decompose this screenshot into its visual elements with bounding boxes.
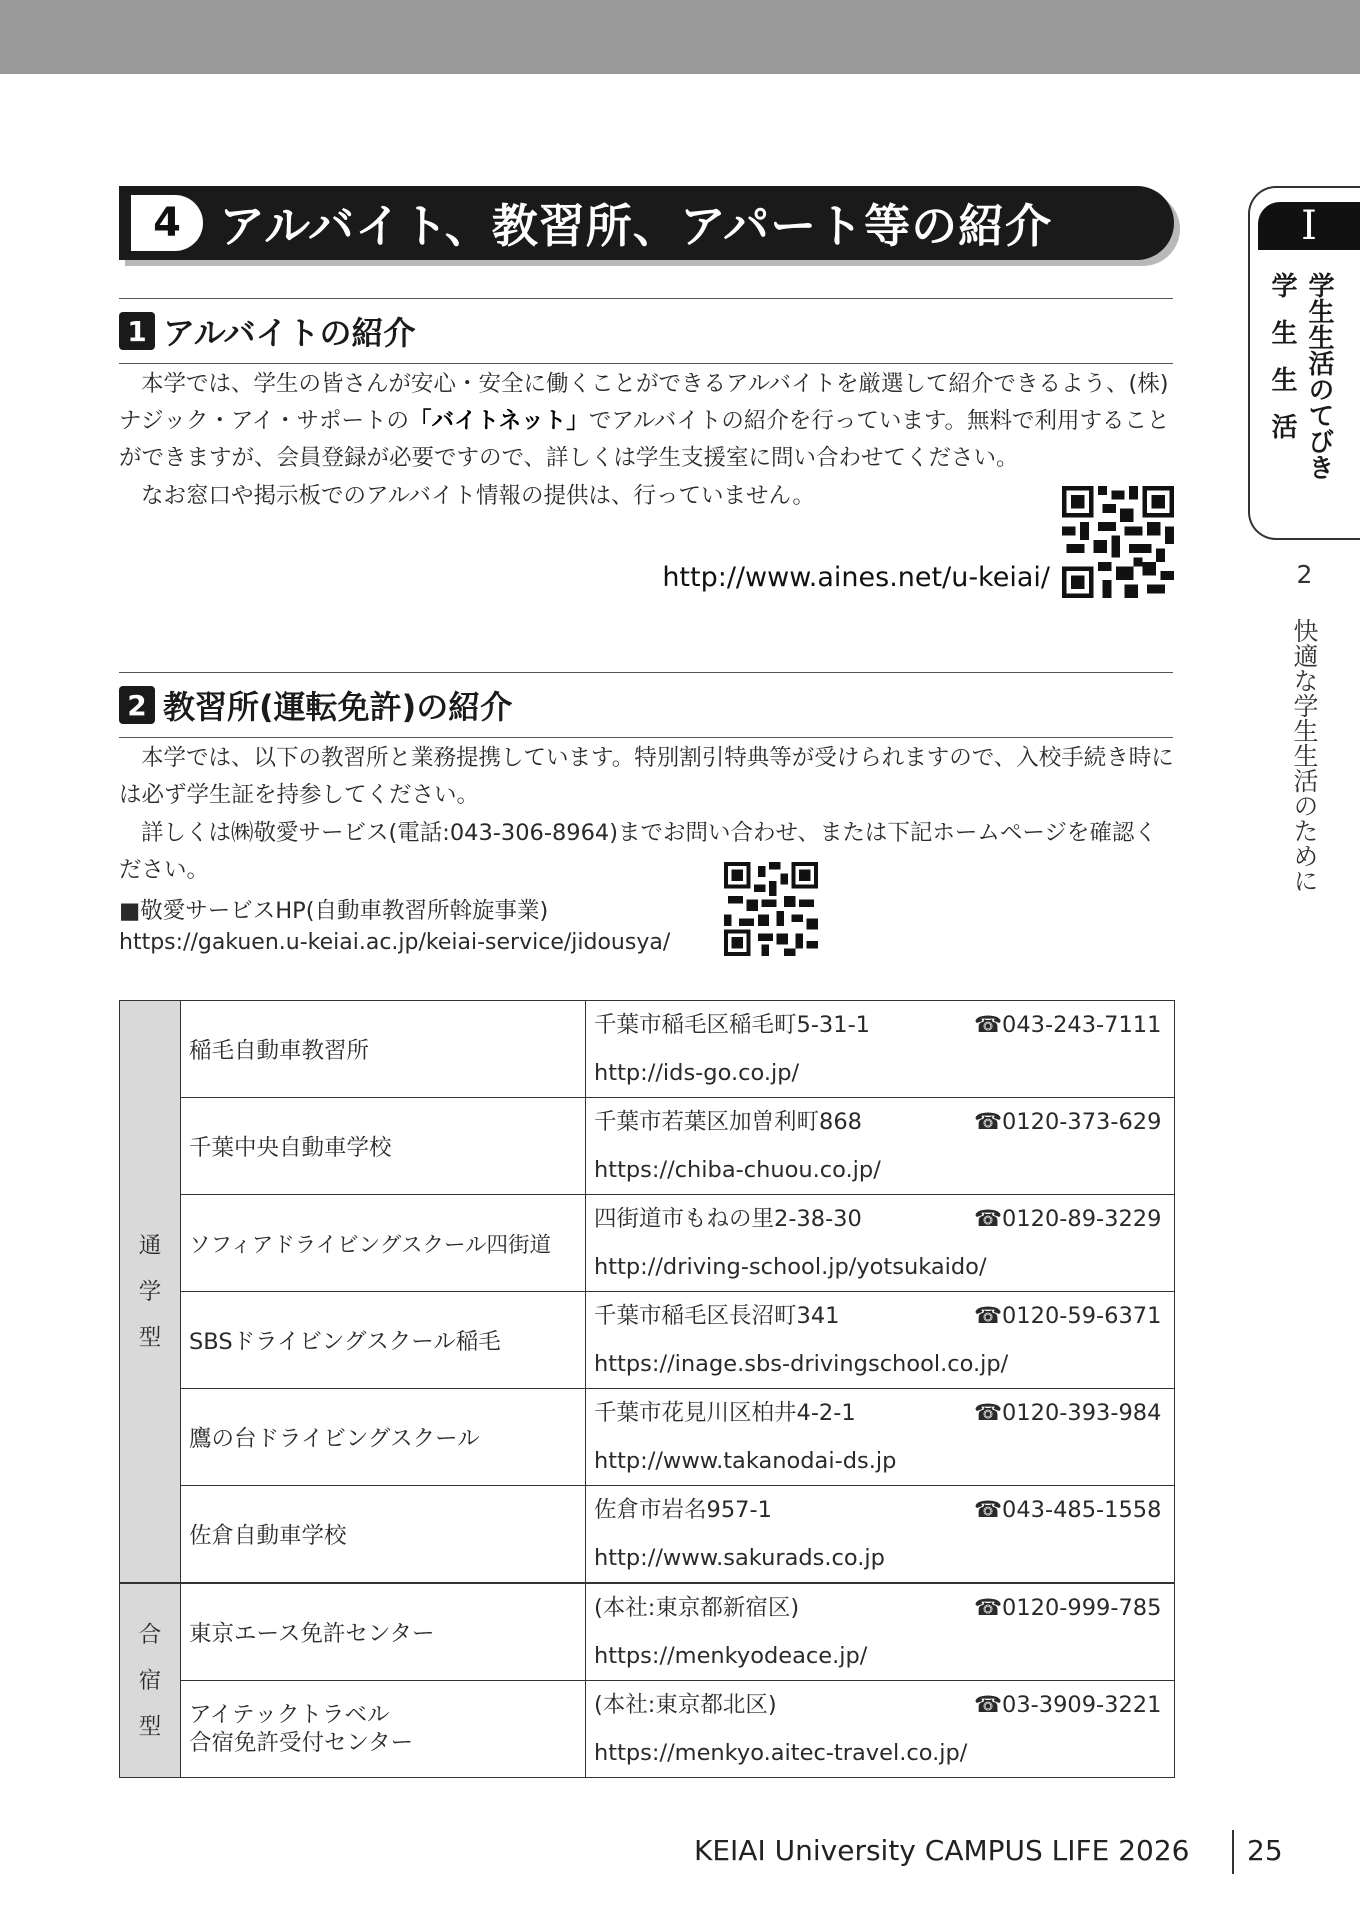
school-phone: ☎043-485-1558: [974, 1497, 1162, 1523]
school-name: 稲毛自動車教習所: [181, 1001, 586, 1098]
school-info: [586, 1292, 1175, 1389]
section-1-note: なお窓口や掲示板でのアルバイト情報の提供は、行っていません。: [141, 483, 815, 509]
school-info: [586, 1389, 1175, 1486]
school-url[interactable]: https://inage.sbs-drivingschool.co.jp/: [594, 1351, 1009, 1377]
category-char: 合: [138, 1621, 162, 1648]
side-section-label: 2 快適な学生生活のために: [1290, 560, 1319, 893]
table-row: [120, 1486, 1175, 1584]
table-row: [120, 1098, 1175, 1195]
school-info: [586, 1098, 1175, 1195]
school-url[interactable]: http://driving-school.jp/yotsukaido/: [594, 1254, 987, 1280]
chapter-heading: [119, 186, 1174, 260]
school-url[interactable]: http://www.sakurads.co.jp: [594, 1545, 885, 1571]
qr-code-keiai-service: [724, 862, 818, 956]
category-camp: [120, 1583, 181, 1778]
school-phone: ☎03-3909-3221: [974, 1692, 1162, 1718]
side-tab-title: 学生生活のてびき: [1304, 272, 1334, 480]
school-address: 千葉市若葉区加曽利町868: [594, 1109, 862, 1135]
chapter-number: 4: [131, 195, 203, 251]
school-phone: ☎0120-373-629: [974, 1109, 1162, 1135]
section-2-heading: [119, 672, 1173, 738]
school-info: [586, 1486, 1175, 1584]
school-name: ソフィアドライビングスクール四街道: [181, 1195, 586, 1292]
school-url[interactable]: https://chiba-chuou.co.jp/: [594, 1157, 881, 1183]
school-address: (本社:東京都北区): [594, 1692, 777, 1718]
section-2-title: 教習所(運転免許)の紹介: [163, 688, 513, 726]
category-char: 通: [138, 1232, 162, 1259]
section-1-number: 1: [119, 312, 155, 350]
page-number: 25: [1247, 1834, 1283, 1867]
school-address: 千葉市花見川区柏井4-2-1: [594, 1400, 856, 1426]
category-commute: [120, 1001, 181, 1584]
table-row: [120, 1681, 1175, 1778]
category-char: 宿: [138, 1667, 162, 1694]
school-phone: ☎0120-999-785: [974, 1595, 1162, 1621]
school-phone: ☎0120-59-6371: [974, 1303, 1162, 1329]
school-url[interactable]: http://ids-go.co.jp/: [594, 1060, 800, 1086]
section-2-contact: 詳しくは㈱敬愛サービス(電話:043-306-8964)までお問い合わせ、または下記ホームページを確認ください。: [119, 820, 1157, 883]
aines-url[interactable]: http://www.aines.net/u-keiai/: [662, 562, 1050, 593]
school-url[interactable]: https://menkyodeace.jp/: [594, 1643, 868, 1669]
school-url[interactable]: https://menkyo.aitec-travel.co.jp/: [594, 1740, 968, 1766]
school-address: 四街道市もねの里2-38-30: [594, 1206, 862, 1232]
baitonet-name: 「バイトネット」: [409, 408, 589, 434]
school-info: [586, 1681, 1175, 1778]
school-name: 鷹の台ドライビングスクール: [181, 1389, 586, 1486]
section-2-number: 2: [119, 686, 155, 724]
school-name-line2: 合宿免許受付センター: [189, 1730, 414, 1756]
footer-title: KEIAI University CAMPUS LIFE 2026: [694, 1834, 1190, 1867]
school-address: (本社:東京都新宿区): [594, 1595, 800, 1621]
qr-code-aines: [1062, 486, 1174, 598]
category-char: 学: [138, 1278, 162, 1305]
school-info: [586, 1001, 1175, 1098]
school-name-line1: アイテックトラベル: [189, 1702, 390, 1728]
section-1-title: アルバイトの紹介: [163, 314, 416, 352]
section-1-text-a: 本学では、学生の皆さんが安心・安全に働くことができるアルバイトを厳選して紹介できるよう、(株)ナジック・アイ・サポートの: [119, 371, 1169, 434]
school-phone: ☎043-243-7111: [974, 1012, 1162, 1038]
school-name: 佐倉自動車学校: [181, 1486, 586, 1584]
school-info: [586, 1583, 1175, 1681]
school-phone: ☎0120-393-984: [974, 1400, 1162, 1426]
section-1-text-b: でアルバイトの紹介を行っています。無料で利用することができますが、会員登録が必要ですので、詳しくは学生支援室に問い合わせてください。: [119, 408, 1170, 471]
driving-school-table: [119, 1000, 1175, 1778]
school-address: 佐倉市岩名957-1: [594, 1497, 772, 1523]
school-url[interactable]: http://www.takanodai-ds.jp: [594, 1448, 897, 1474]
table-row: [120, 1583, 1175, 1681]
section-2-paragraph: 本学では、以下の教習所と業務提携しています。特別割引特典等が受けられますので、入校手続き時には必ず学生証を持参してください。: [119, 745, 1174, 808]
category-char: 型: [138, 1713, 162, 1740]
footer-divider: [1232, 1830, 1234, 1874]
school-info: [586, 1195, 1175, 1292]
table-row: [120, 1292, 1175, 1389]
chapter-title: アルバイト、教習所、アパート等の紹介: [219, 199, 1053, 253]
table-row: [120, 1195, 1175, 1292]
school-name: [181, 1681, 586, 1778]
keiai-service-hp-label: ■敬愛サービスHP(自動車教習所斡旋事業): [119, 898, 549, 924]
keiai-service-url[interactable]: https://gakuen.u-keiai.ac.jp/keiai-service/jidousya/: [119, 930, 671, 955]
school-address: 千葉市稲毛区稲毛町5-31-1: [594, 1012, 870, 1038]
school-phone: ☎0120-89-3229: [974, 1206, 1162, 1232]
section-1-paragraph: [119, 366, 1174, 477]
section-1-heading: [119, 298, 1173, 364]
school-name: SBSドライビングスクール稲毛: [181, 1292, 586, 1389]
school-address: 千葉市稲毛区長沼町341: [594, 1303, 840, 1329]
school-name: 東京エース免許センター: [181, 1583, 586, 1681]
chapter-roman-numeral: I: [1258, 202, 1360, 250]
top-bar: [0, 0, 1360, 74]
table-row: [120, 1001, 1175, 1098]
school-name: 千葉中央自動車学校: [181, 1098, 586, 1195]
category-char: 型: [138, 1324, 162, 1351]
table-row: [120, 1389, 1175, 1486]
side-tab-subtitle: 学生生活: [1267, 272, 1297, 460]
